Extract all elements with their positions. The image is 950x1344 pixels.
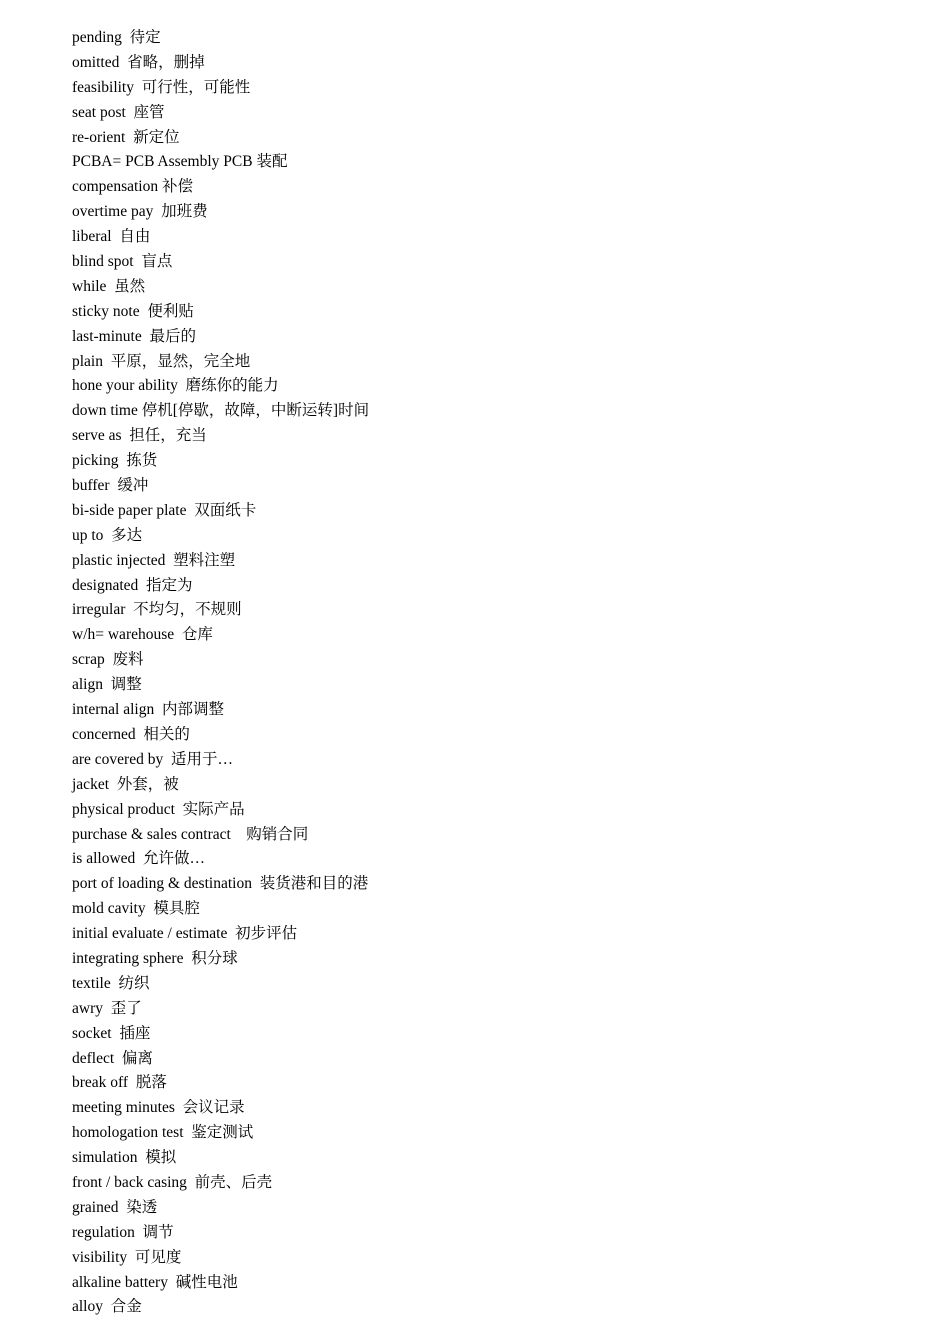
glossary-entry: port of loading & destination 装货港和目的港 <box>72 875 369 893</box>
glossary-entry: alloy 合金 <box>72 1298 142 1316</box>
glossary-list <box>72 26 892 1320</box>
glossary-entry: jacket 外套，被 <box>72 775 179 793</box>
glossary-entry: regulation 调节 <box>72 1223 174 1241</box>
glossary-entry: plain 平原，显然，完全地 <box>72 352 251 370</box>
glossary-entry: alkaline battery 碱性电池 <box>72 1273 238 1291</box>
glossary-entry: serve as 担任，充当 <box>72 427 207 445</box>
glossary-entry: plastic injected 塑料注塑 <box>72 551 236 569</box>
glossary-entry: compensation 补偿 <box>72 178 193 196</box>
glossary-entry: break off 脱落 <box>72 1074 167 1092</box>
glossary-entry: last-minute 最后的 <box>72 327 196 345</box>
glossary-entry: homologation test 鉴定测试 <box>72 1124 254 1142</box>
glossary-entry: hone your ability 磨练你的能力 <box>72 377 279 395</box>
glossary-entry: mold cavity 模具腔 <box>72 900 200 918</box>
glossary-entry: are covered by 适用于… <box>72 750 233 768</box>
glossary-entry: PCBA= PCB Assembly PCB 装配 <box>72 153 288 171</box>
glossary-entry: meeting minutes 会议记录 <box>72 1099 245 1117</box>
glossary-entry: up to 多达 <box>72 526 143 544</box>
glossary-entry: concerned 相关的 <box>72 725 190 743</box>
glossary-entry: socket 插座 <box>72 1024 151 1042</box>
glossary-entry: liberal 自由 <box>72 228 151 246</box>
glossary-entry: physical product 实际产品 <box>72 800 245 818</box>
glossary-entry: feasibility 可行性，可能性 <box>72 78 251 96</box>
glossary-entry: front / back casing 前壳、后壳 <box>72 1173 273 1191</box>
glossary-entry: simulation 模拟 <box>72 1149 177 1167</box>
glossary-entry: awry 歪了 <box>72 999 142 1017</box>
glossary-entry: blind spot 盲点 <box>72 253 173 271</box>
glossary-entry: re-orient 新定位 <box>72 128 180 146</box>
glossary-entry: seat post 座管 <box>72 103 165 121</box>
glossary-entry: irregular 不均匀，不规则 <box>72 601 242 619</box>
glossary-entry: visibility 可见度 <box>72 1248 182 1266</box>
glossary-entry: grained 染透 <box>72 1198 158 1216</box>
glossary-entry: textile 纺织 <box>72 974 150 992</box>
glossary-entry: pending 待定 <box>72 29 161 46</box>
glossary-entry: buffer 缓冲 <box>72 477 149 495</box>
glossary-entry: scrap 废料 <box>72 651 144 669</box>
glossary-entry: integrating sphere 积分球 <box>72 949 238 967</box>
glossary-entry: purchase & sales contract 购销合同 <box>72 825 309 843</box>
glossary-entry: omitted 省略，删掉 <box>72 53 205 71</box>
glossary-entry: internal align 内部调整 <box>72 701 224 719</box>
glossary-entry: align 调整 <box>72 676 142 694</box>
glossary-entry: overtime pay 加班费 <box>72 203 208 221</box>
glossary-entry: picking 拣货 <box>72 452 158 470</box>
glossary-entry: is allowed 允许做… <box>72 850 206 868</box>
glossary-entry: initial evaluate / estimate 初步评估 <box>72 925 298 943</box>
glossary-entry: bi-side paper plate 双面纸卡 <box>72 501 257 519</box>
glossary-entry: while 虽然 <box>72 277 146 295</box>
glossary-entry: deflect 偏离 <box>72 1049 153 1067</box>
glossary-entry: down time 停机[停歇，故障，中断运转]时间 <box>72 402 370 420</box>
glossary-entry: designated 指定为 <box>72 576 193 594</box>
glossary-entry: w/h= warehouse 仓库 <box>72 626 213 644</box>
glossary-entry: sticky note 便利贴 <box>72 302 194 320</box>
